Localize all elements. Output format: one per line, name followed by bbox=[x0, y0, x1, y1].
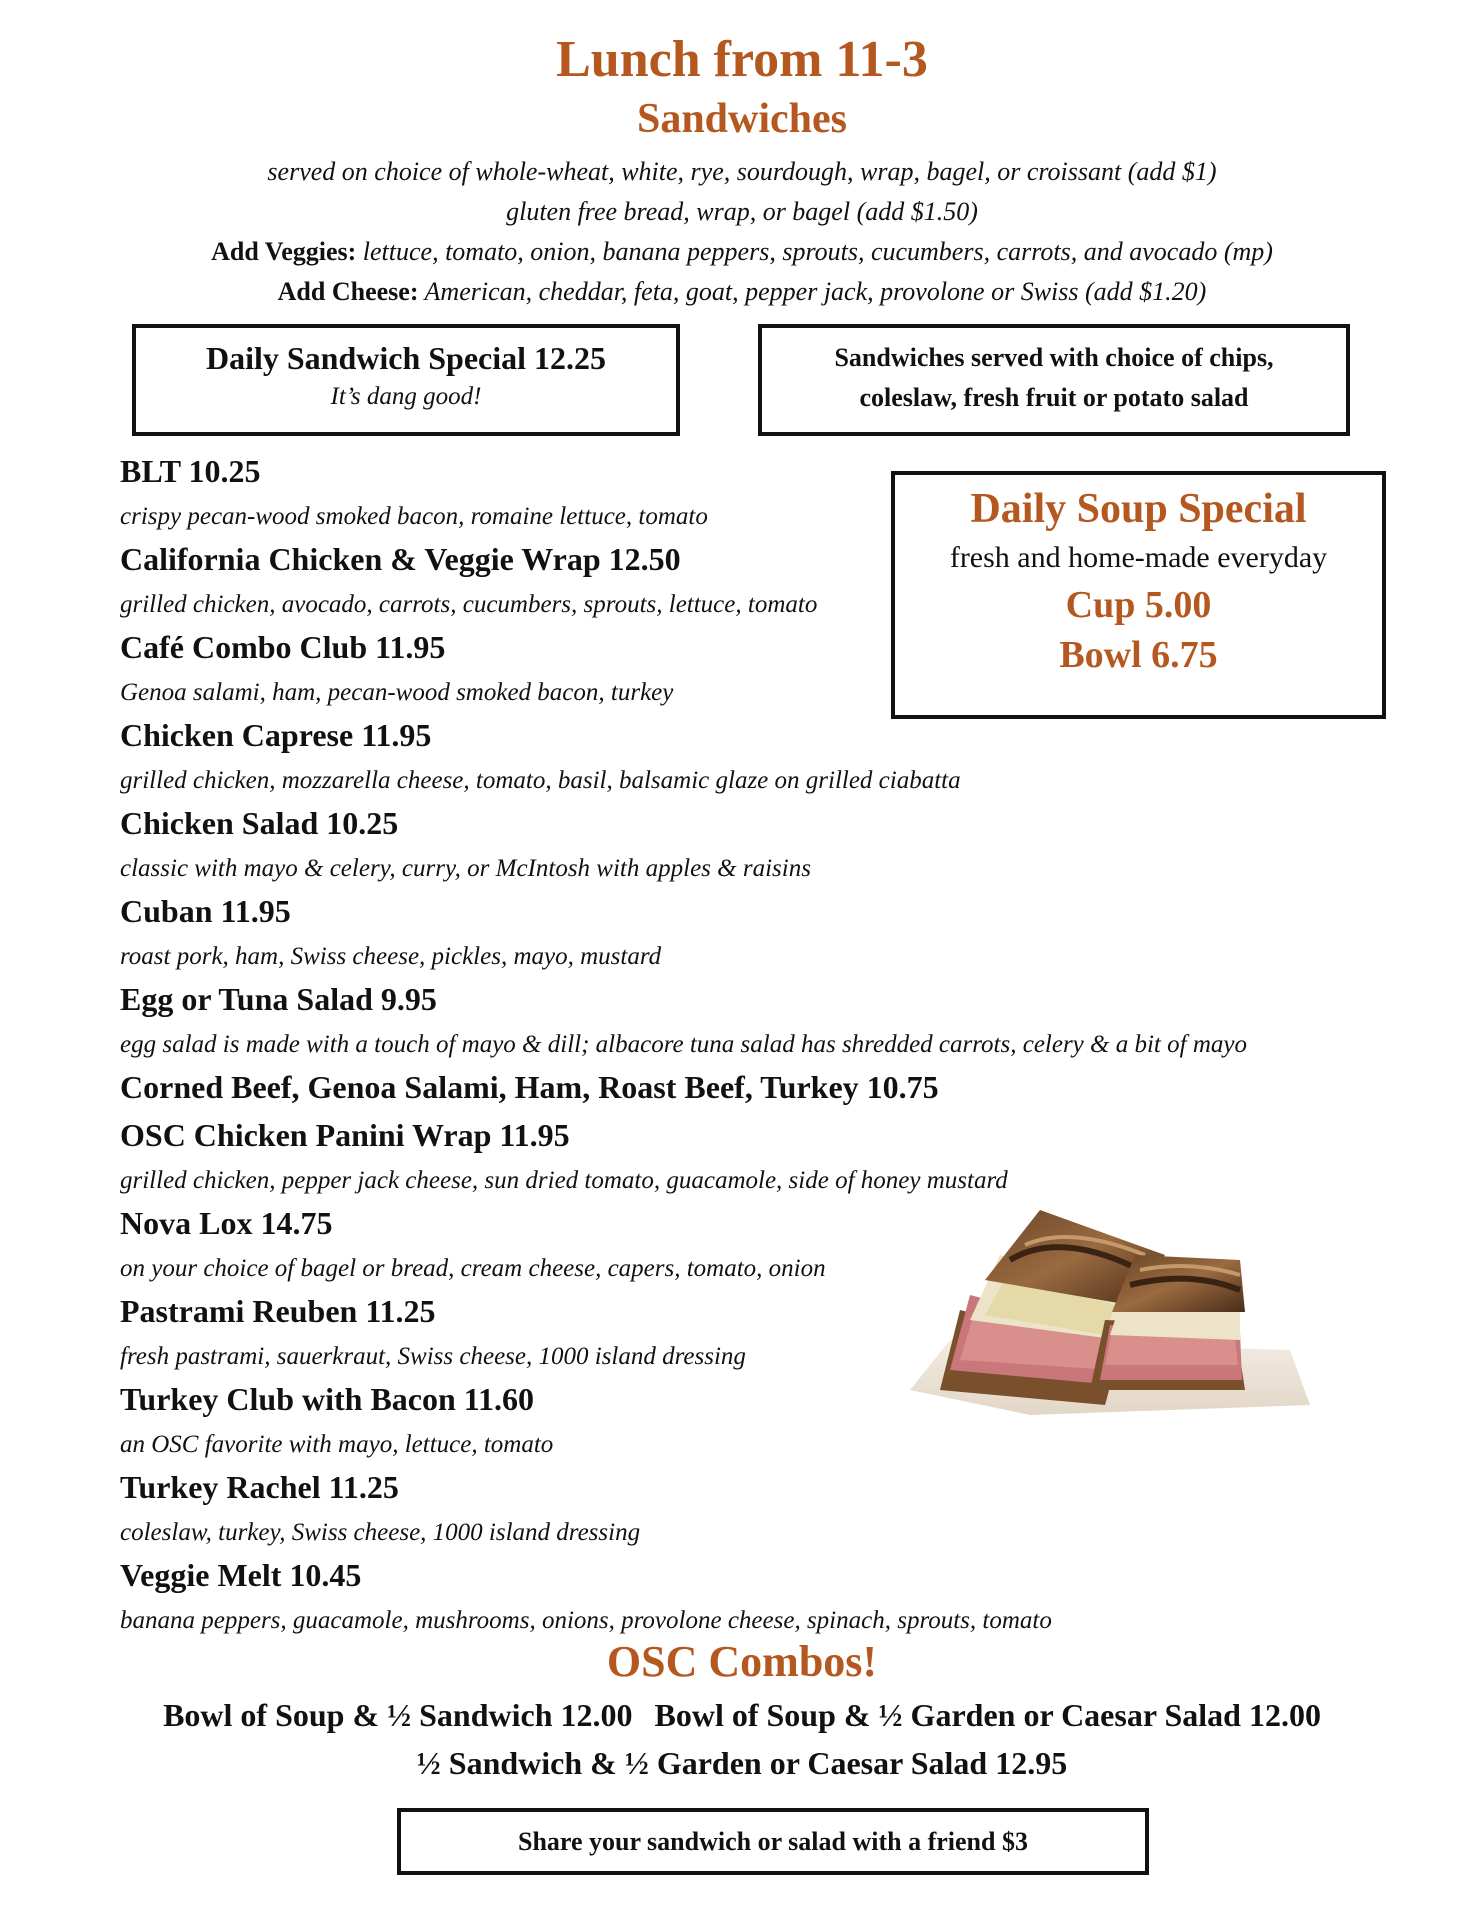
sides-info-line-2: coleslaw, fresh fruit or potato salad bbox=[859, 383, 1249, 412]
combo-soup-half-sandwich: Bowl of Soup & ½ Sandwich 12.00 bbox=[163, 1697, 633, 1733]
menu-item-name: Egg or Tuna Salad 9.95 bbox=[120, 981, 437, 1017]
menu-item-name: BLT 10.25 bbox=[120, 453, 261, 489]
menu-item-desc: roast pork, ham, Swiss cheese, pickles, mayo, mustard bbox=[120, 943, 662, 970]
menu-item-name: Corned Beef, Genoa Salami, Ham, Roast Beef, Turkey 10.75 bbox=[120, 1069, 939, 1105]
menu-item-desc: grilled chicken, avocado, carrots, cucumbers, sprouts, lettuce, tomato bbox=[120, 591, 818, 618]
daily-sandwich-special-box bbox=[132, 324, 680, 436]
combos-row-1 bbox=[0, 1697, 1484, 1734]
combo-soup-half-salad: Bowl of Soup & ½ Garden or Caesar Salad 12.00 bbox=[654, 1697, 1321, 1733]
add-cheese-text: American, cheddar, feta, goat, pepper jack, provolone or Swiss (add $1.20) bbox=[424, 277, 1207, 306]
menu-item-name: Nova Lox 14.75 bbox=[120, 1205, 333, 1241]
share-fee-text: Share your sandwich or salad with a friend $3 bbox=[518, 1827, 1028, 1856]
share-fee-box bbox=[397, 1808, 1149, 1875]
soup-cup-price: Cup 5.00 bbox=[1065, 584, 1212, 626]
menu-item-desc: grilled chicken, pepper jack cheese, sun dried tomato, guacamole, side of honey mustard bbox=[120, 1167, 1008, 1194]
bread-choice-note: served on choice of whole-wheat, white, rye, sourdough, wrap, bagel, or croissant (add $1) bbox=[267, 157, 1217, 186]
menu-item-desc: crispy pecan-wood smoked bacon, romaine lettuce, tomato bbox=[120, 503, 708, 530]
combos-title: OSC Combos! bbox=[606, 1637, 878, 1686]
menu-item-desc: Genoa salami, ham, pecan-wood smoked bacon, turkey bbox=[120, 679, 674, 706]
menu-item-name: Café Combo Club 11.95 bbox=[120, 629, 446, 665]
menu-item-name: Turkey Rachel 11.25 bbox=[120, 1469, 399, 1505]
menu-item-name: Turkey Club with Bacon 11.60 bbox=[120, 1381, 535, 1417]
sides-info-box bbox=[758, 324, 1350, 436]
add-cheese-line bbox=[0, 277, 1484, 307]
section-title-sandwiches: Sandwiches bbox=[636, 96, 848, 142]
menu-item-name: California Chicken & Veggie Wrap 12.50 bbox=[120, 541, 681, 577]
menu-item-desc: coleslaw, turkey, Swiss cheese, 1000 island dressing bbox=[120, 1519, 641, 1546]
menu-item-name: OSC Chicken Panini Wrap 11.95 bbox=[120, 1117, 570, 1153]
gluten-free-note: gluten free bread, wrap, or bagel (add $1.50) bbox=[506, 197, 978, 226]
sides-info-line-1: Sandwiches served with choice of chips, bbox=[834, 343, 1274, 372]
menu-item-desc: grilled chicken, mozzarella cheese, tomato, basil, balsamic glaze on grilled ciabatta bbox=[120, 767, 961, 794]
add-veggies-text: lettuce, tomato, onion, banana peppers, sprouts, cucumbers, carrots, and avocado (mp) bbox=[362, 237, 1273, 266]
menu-title: Lunch from 11-3 bbox=[556, 31, 928, 88]
menu-item-desc: fresh pastrami, sauerkraut, Swiss cheese, 1000 island dressing bbox=[120, 1343, 746, 1370]
add-veggies-line bbox=[0, 237, 1484, 267]
add-veggies-label: Add Veggies: bbox=[211, 237, 357, 266]
add-cheese-label: Add Cheese: bbox=[277, 277, 419, 306]
menu-item-desc: an OSC favorite with mayo, lettuce, tomato bbox=[120, 1431, 554, 1458]
menu-item-desc: classic with mayo & celery, curry, or McIntosh with apples & raisins bbox=[120, 855, 811, 882]
daily-sandwich-special-tagline: It’s dang good! bbox=[330, 383, 482, 410]
soup-bowl-price: Bowl 6.75 bbox=[1059, 634, 1218, 676]
combo-half-sandwich-half-salad: ½ Sandwich & ½ Garden or Caesar Salad 12.95 bbox=[416, 1745, 1068, 1781]
menu-item-name: Pastrami Reuben 11.25 bbox=[120, 1293, 436, 1329]
menu-item-desc: banana peppers, guacamole, mushrooms, onions, provolone cheese, spinach, sprouts, tomato bbox=[120, 1607, 1052, 1634]
menu-item-name: Chicken Caprese 11.95 bbox=[120, 717, 432, 753]
menu-item-desc: on your choice of bagel or bread, cream cheese, capers, tomato, onion bbox=[120, 1255, 826, 1282]
daily-sandwich-special-title: Daily Sandwich Special 12.25 bbox=[205, 340, 607, 376]
daily-soup-special-subtitle: fresh and home-made everyday bbox=[949, 541, 1328, 574]
menu-item-name: Cuban 11.95 bbox=[120, 893, 291, 929]
reuben-sandwich-image bbox=[890, 1200, 1320, 1430]
daily-soup-special-title: Daily Soup Special bbox=[970, 486, 1307, 532]
menu-item-name: Chicken Salad 10.25 bbox=[120, 805, 399, 841]
menu-item-name: Veggie Melt 10.45 bbox=[120, 1557, 362, 1593]
daily-soup-special-box bbox=[891, 471, 1386, 719]
menu-item-desc: egg salad is made with a touch of mayo & dill; albacore tuna salad has shredded carrots, celery & a bit of mayo bbox=[120, 1031, 1247, 1058]
